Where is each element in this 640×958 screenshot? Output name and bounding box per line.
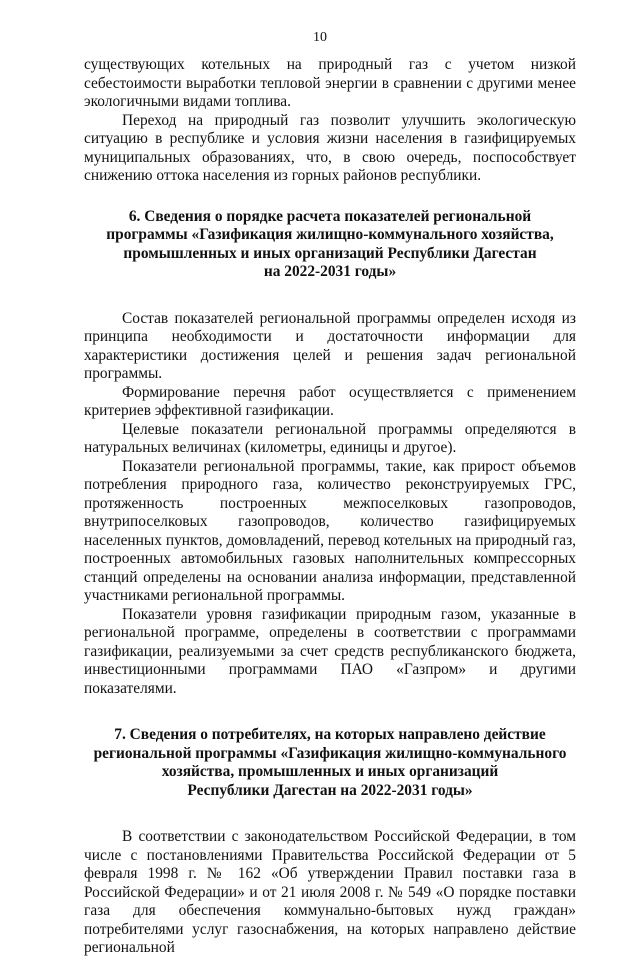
heading-line: 7. Сведения о потребителях, на которых направлено действие [114,726,546,743]
heading-line: программы «Газификация жилищно-коммунального хозяйства, [106,226,554,243]
heading-line: Республики Дагестан на 2022-2031 годы» [187,781,473,799]
heading-line: региональной программы «Газификация жилищно-коммунального [93,744,567,762]
paragraph: Целевые показатели региональной программы определяются в натуральных величинах (километры, единицы и другое). [84,420,576,456]
heading-line: 6. Сведения о порядке расчета показателей региональной [128,207,532,225]
paragraph: Переход на природный газ позволит улучшить экологическую ситуацию в республике и условия жизни населения в газифицируемых муниципальных образованиях, что, в свою очередь, поспособствует снижению оттока населения из горных районов республики. [84,111,576,184]
paragraph: Состав показателей региональной программы определен исходя из принципа необходимости и достаточности информации для характеристики достижения целей и решения задач региональной программы. [84,309,576,382]
page-number: 10 [313,30,327,45]
paragraph: Показатели уровня газификации природным газом, указанные в региональной программе, определены в соответствии с программами газификации, реализуемыми за счет средств республиканского бюджета, инвестиционными программами ПАО «Газпром» и другими показателями. [84,605,576,697]
page-content [84,56,576,958]
paragraph: В соответствии с законодательством Российской Федерации, в том числе с постановлениями Правительства Российской Федерации от 5 февраля 1998 г. № 162 «Об утверждении Правил поставки газа в Российской Федерации» и от 21 июля 2008 г. № 549 «О порядке поставки газа для обеспечения коммунально-бытовых нужд граждан» потребителями услуг газоснабжения, на которых направлено действие региональной [84,828,576,956]
heading-line: промышленных и иных организаций Республики Дагестан [123,244,537,262]
section-7-heading [84,726,576,800]
heading-line: на 2022-2031 годы» [263,263,397,280]
paragraph-continuation: существующих котельных на природный газ с учетом низкой себестоимости выработки тепловой энергии в сравнении с другими менее экологичными видами топлива. [84,56,576,110]
heading-line: хозяйства, промышленных и иных организаций [161,763,499,780]
section-6-heading [84,208,576,282]
paragraph: Показатели региональной программы, такие, как прирост объемов потребления природного газа, количество реконструируемых ГРС, протяженность построенных межпоселковых газопроводов, внутрипоселковых газопроводов, количество газифицируемых населенных пунктов, домовладений, перевод котельных на природный газ, построенных автомобильных газовых наполнительных компрессорных станций определены на основании анализа информации, представленной участниками региональной программы. [84,457,576,604]
paragraph: Формирование перечня работ осуществляется с применением критериев эффективной газификации. [84,383,576,419]
